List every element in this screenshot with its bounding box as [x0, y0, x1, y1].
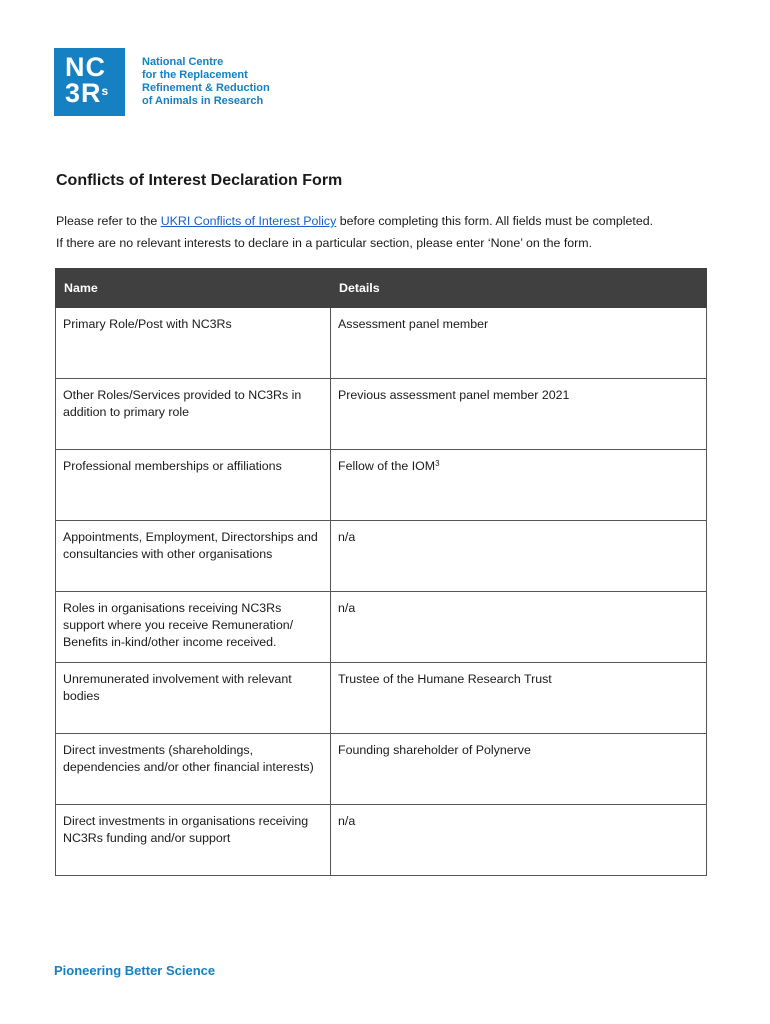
logo-mark-sup: s	[101, 84, 109, 98]
logo-text-line: Refinement & Reduction	[142, 82, 270, 94]
table-row	[56, 450, 707, 521]
row-name: Direct investments (shareholdings, dependencies and/or other financial interests)	[56, 734, 331, 805]
logo-mark-line2	[65, 80, 125, 106]
row-details[interactable]: n/a	[331, 521, 707, 592]
row-details[interactable]	[331, 450, 707, 521]
table-row	[56, 592, 707, 663]
row-name: Unremunerated involvement with relevant bodies	[56, 663, 331, 734]
row-name: Appointments, Employment, Directorships and consultancies with other organisations	[56, 521, 331, 592]
table-row	[56, 521, 707, 592]
row-details-text: Fellow of the IOM	[338, 459, 436, 473]
row-details[interactable]: Founding shareholder of Polynerve	[331, 734, 707, 805]
footer-tagline: Pioneering Better Science	[54, 963, 216, 978]
intro-after-link: before completing this form. All fields must be completed.	[336, 214, 654, 228]
declaration-table	[55, 268, 707, 876]
table-row	[56, 734, 707, 805]
logo-mark-line1: NC	[65, 52, 106, 82]
table-header-row	[56, 269, 707, 308]
policy-link[interactable]: UKRI Conflicts of Interest Policy	[160, 214, 337, 228]
logo-text	[142, 56, 270, 108]
row-name: Primary Role/Post with NC3Rs	[56, 308, 331, 379]
intro-text	[56, 210, 726, 254]
intro-line-2: If there are no relevant interests to declare in a particular section, please enter ‘None’ on the form.	[56, 236, 593, 250]
row-details[interactable]: Assessment panel member	[331, 308, 707, 379]
header-name: Name	[56, 269, 331, 308]
row-name: Professional memberships or affiliations	[56, 450, 331, 521]
intro-before-link: Please refer to the	[56, 214, 161, 228]
row-name: Roles in organisations receiving NC3Rs support where you receive Remuneration/ Benefits in-kind/other income received.	[56, 592, 331, 663]
table-row	[56, 805, 707, 876]
row-details-sup: 3	[435, 459, 440, 468]
row-details[interactable]: Trustee of the Humane Research Trust	[331, 663, 707, 734]
logo-mark	[54, 48, 125, 116]
page-title: Conflicts of Interest Declaration Form	[56, 172, 343, 189]
nc3rs-logo	[54, 48, 270, 116]
row-name: Direct investments in organisations receiving NC3Rs funding and/or support	[56, 805, 331, 876]
logo-text-line: for the Replacement	[142, 69, 248, 81]
logo-mark-line2-text: 3R	[65, 78, 102, 108]
header-details: Details	[331, 269, 707, 308]
row-name: Other Roles/Services provided to NC3Rs in addition to primary role	[56, 379, 331, 450]
table-row	[56, 308, 707, 379]
table-row	[56, 663, 707, 734]
row-details[interactable]: n/a	[331, 592, 707, 663]
table-row	[56, 379, 707, 450]
row-details[interactable]: n/a	[331, 805, 707, 876]
logo-text-line: of Animals in Research	[142, 95, 264, 107]
intro-line-1	[56, 210, 726, 232]
logo-text-line: National Centre	[142, 56, 224, 68]
row-details[interactable]: Previous assessment panel member 2021	[331, 379, 707, 450]
